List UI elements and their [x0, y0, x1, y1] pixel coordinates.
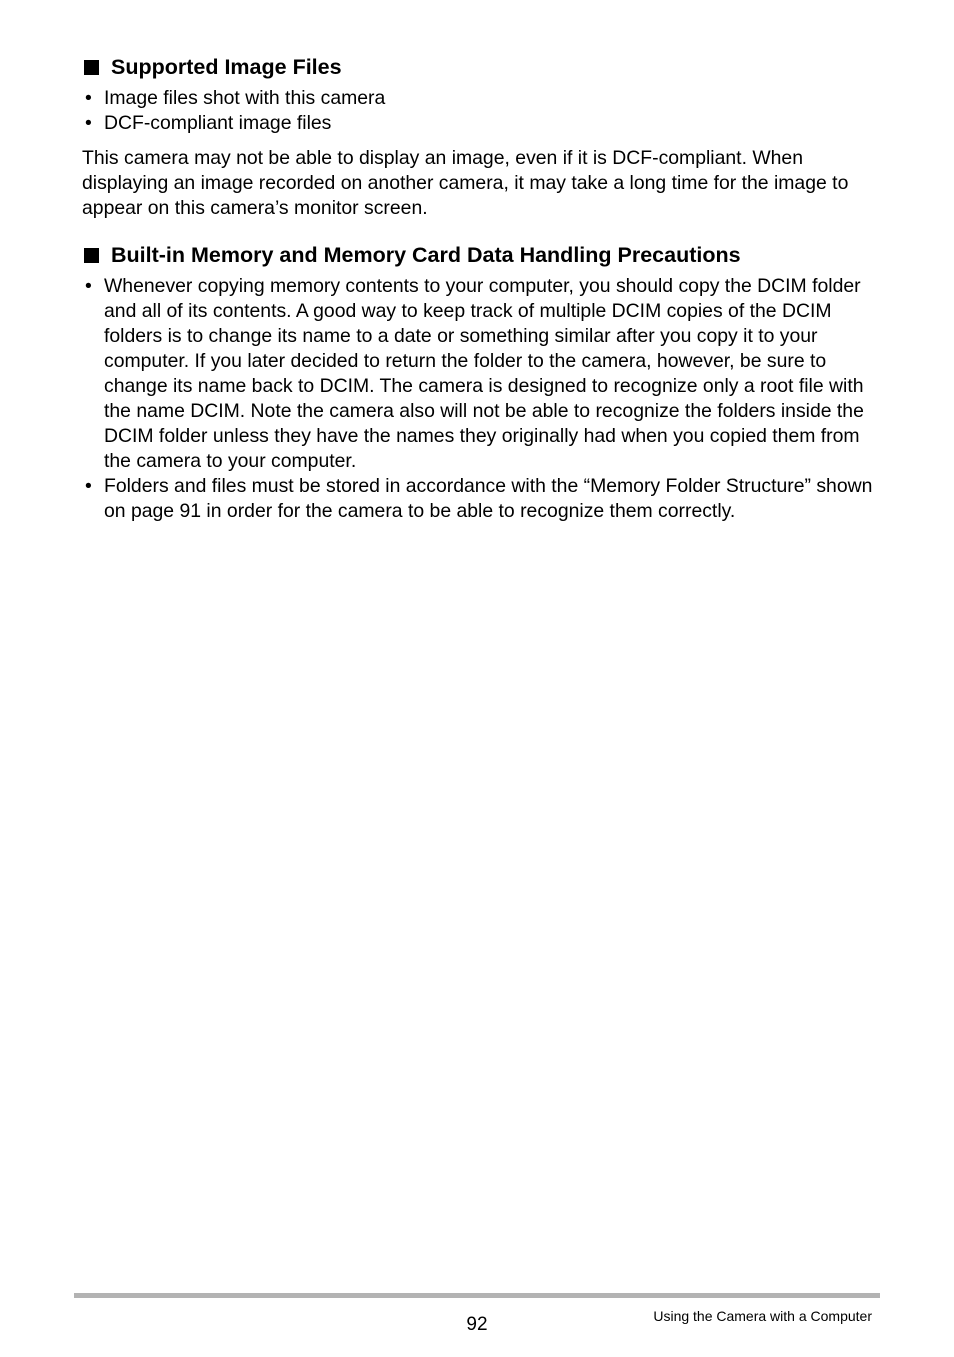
list-item	[84, 474, 874, 524]
list-item-text: Whenever copying memory contents to your computer, you should copy the DCIM folder and all of its contents. A good way to keep track of multiple DCIM copies of the DCIM folders is to change its name to a date or something similar after you copy it to your computer. If you later decided to return the folder to the camera, however, be sure to change its name back to DCIM. The camera is designed to recognize only a root file with the name DCIM. Note the camera also will not be able to recognize the folders inside the DCIM folder unless they have the names they originally had when you copied them from the camera to your computer.	[104, 275, 864, 472]
section-heading-supported-image-files	[84, 54, 342, 80]
footer-divider	[74, 1293, 880, 1298]
bullet-dot: •	[85, 112, 92, 134]
list-item-text: DCF-compliant image files	[104, 112, 332, 134]
page-number: 92	[466, 1314, 488, 1335]
list-item	[84, 111, 874, 136]
section-heading-text: Supported Image Files	[111, 55, 342, 79]
precautions-list	[84, 274, 874, 524]
square-bullet-icon	[84, 60, 99, 75]
bullet-dot: •	[85, 275, 92, 297]
dcf-compatibility-paragraph: This camera may not be able to display an image, even if it is DCF-compliant. When displaying an image recorded on another camera, it may take a long time for the image to appear on this camera’s monitor screen.	[82, 147, 849, 219]
section-heading-data-handling-precautions	[84, 242, 741, 268]
bullet-dot: •	[85, 475, 92, 497]
bullet-dot: •	[85, 87, 92, 109]
square-bullet-icon	[84, 248, 99, 263]
footer-chapter-title: Using the Camera with a Computer	[653, 1308, 872, 1324]
list-item-text: Image files shot with this camera	[104, 87, 386, 109]
list-item	[84, 274, 874, 474]
section-heading-text: Built-in Memory and Memory Card Data Handling Precautions	[111, 243, 741, 267]
list-item	[84, 86, 874, 111]
list-item-text: Folders and files must be stored in accordance with the “Memory Folder Structure” shown on page 91 in order for the camera to be able to recognize them correctly.	[104, 475, 873, 522]
supported-files-list	[84, 86, 874, 136]
